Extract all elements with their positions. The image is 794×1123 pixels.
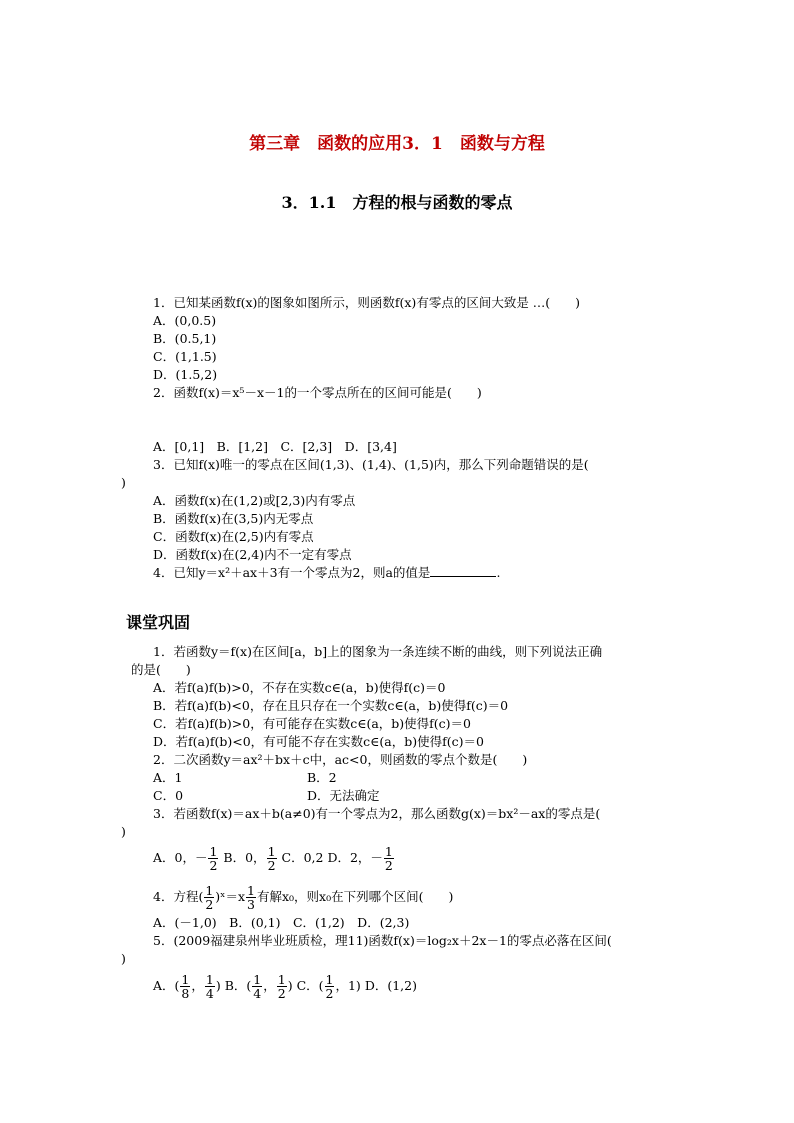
s2-q3-option-b: B．0， (223, 850, 266, 865)
s2-q2-option-d: D．无法确定 (307, 788, 380, 803)
q4-period: . (496, 565, 501, 580)
fraction-one-half: $\frac{1}{2}$ (277, 972, 286, 1001)
s2-q5-option-b: B．( (224, 978, 252, 993)
s2-q4-options: A．(－1,0) B．(0,1) C．(1,2) D．(2,3) (153, 915, 410, 930)
question-2: 2．函数f(x)＝x⁵－x－1的一个零点所在的区间可能是( ) (153, 385, 482, 400)
s2-q5-option-c: C．( (296, 978, 324, 993)
answer-blank (430, 564, 496, 577)
s2-q1-option-c: C．若f(a)f(b)>0，有可能存在实数c∈(a，b)使得f(c)＝0 (153, 716, 471, 731)
fraction-one-third: $\frac{1}{3}$ (247, 883, 255, 912)
fraction-one-half: $\frac{1}{2}$ (209, 844, 218, 873)
q1-option-c: C．(1,1.5) (153, 349, 217, 364)
question-3-continued: ) (121, 475, 126, 490)
s2-q3-options (153, 845, 395, 872)
s2-q1-option-a: A．若f(a)f(b)>0，不存在实数c∈(a，b)使得f(c)＝0 (153, 680, 446, 695)
q4-text: 4．已知y＝x²＋ax＋3有一个零点为2，则a的值是 (153, 565, 431, 580)
q1-option-a: A．(0,0.5) (153, 313, 217, 328)
s2-question-3-continued: ) (121, 824, 126, 839)
q1-option-b: B．(0.5,1) (153, 331, 217, 346)
fraction-one-half: $\frac{1}{2}$ (384, 844, 393, 873)
section-title: 3．1.1 方程的根与函数的零点 (281, 193, 513, 212)
s2-question-1-continued: 的是( ) (131, 662, 191, 677)
fraction-one-quarter: $\frac{1}{4}$ (253, 972, 262, 1001)
s2-question-5: 5．(2009福建泉州毕业班质检，理11)函数f(x)＝log₂x＋2x－1的零点必落在区间( (153, 933, 612, 948)
s2-q2-option-b: B．2 (307, 770, 337, 785)
chapter-title: 第三章 函数的应用3．1 函数与方程 (249, 134, 545, 154)
question-4 (153, 564, 500, 582)
s2-q1-option-b: B．若f(a)f(b)<0，存在且只存在一个实数c∈(a，b)使得f(c)＝0 (153, 698, 509, 713)
fraction-one-half: $\frac{1}{2}$ (325, 972, 334, 1001)
s2-q3-option-d: D．2，－ (327, 850, 383, 865)
fraction-one-quarter: $\frac{1}{4}$ (205, 972, 214, 1001)
s2-q2-option-a: A．1 (153, 770, 183, 785)
s2-q5-option-d: D．(1,2) (364, 978, 417, 993)
s2-q1-option-d: D．若f(a)f(b)<0，有可能不存在实数c∈(a，b)使得f(c)＝0 (153, 734, 484, 749)
s2-question-4: 4．方程( $\frac{1}{2}$ )ˣ＝x $\frac{1}{3}$ 有解x₀，则x₀在下列哪个区间( ) (153, 883, 454, 912)
s2-q5-option-a: A．( (153, 978, 180, 993)
q1-option-d: D．(1.5,2) (153, 367, 218, 382)
fraction-one-half: $\frac{1}{2}$ (267, 844, 276, 873)
q3-option-d: D．函数f(x)在(2,4)内不一定有零点 (153, 547, 352, 562)
s2-question-3: 3．若函数f(x)＝ax＋b(a≠0)有一个零点为2，那么函数g(x)＝bx²－ax的零点是( (153, 806, 601, 821)
s2-question-2: 2．二次函数y＝ax²＋bx＋c中，ac<0，则函数的零点个数是( ) (153, 752, 528, 767)
section-heading: 课堂巩固 (126, 613, 191, 632)
s2-q3-option-a: A．0，－ (153, 850, 208, 865)
q3-option-b: B．函数f(x)在(3,5)内无零点 (153, 511, 314, 526)
fraction-one-eighth: $\frac{1}{8}$ (181, 972, 190, 1001)
q3-option-a: A．函数f(x)在(1,2)或[2,3)内有零点 (153, 493, 356, 508)
s2-q2-option-c: C．0 (153, 788, 184, 803)
question-3: 3．已知f(x)唯一的零点在区间(1,3)、(1,4)、(1,5)内，那么下列命题错误的是( (153, 457, 589, 472)
s2-q5-options: A．( $\frac{1}{8}$ ， $\frac{1}{4}$ ) B．( $\frac{1}{4}$ ， $\frac{1}{2}$ ) C．( $\frac{1}{2}$ ，1) D．(1,2) (153, 972, 417, 1001)
s2-q3-option-c: C．0,2 (281, 850, 324, 865)
question-1: 1．已知某函数f(x)的图象如图所示，则函数f(x)有零点的区间大致是 …( ) (153, 295, 581, 310)
fraction-one-half: $\frac{1}{2}$ (205, 883, 214, 912)
s2-question-5-continued: ) (121, 951, 126, 966)
q2-options: A．[0,1] B．[1,2] C．[2,3] D．[3,4] (153, 439, 397, 454)
s2-question-1: 1．若函数y＝f(x)在区间[a，b]上的图象为一条连续不断的曲线，则下列说法正确 (153, 644, 603, 659)
q3-option-c: C．函数f(x)在(2,5)内有零点 (153, 529, 314, 544)
